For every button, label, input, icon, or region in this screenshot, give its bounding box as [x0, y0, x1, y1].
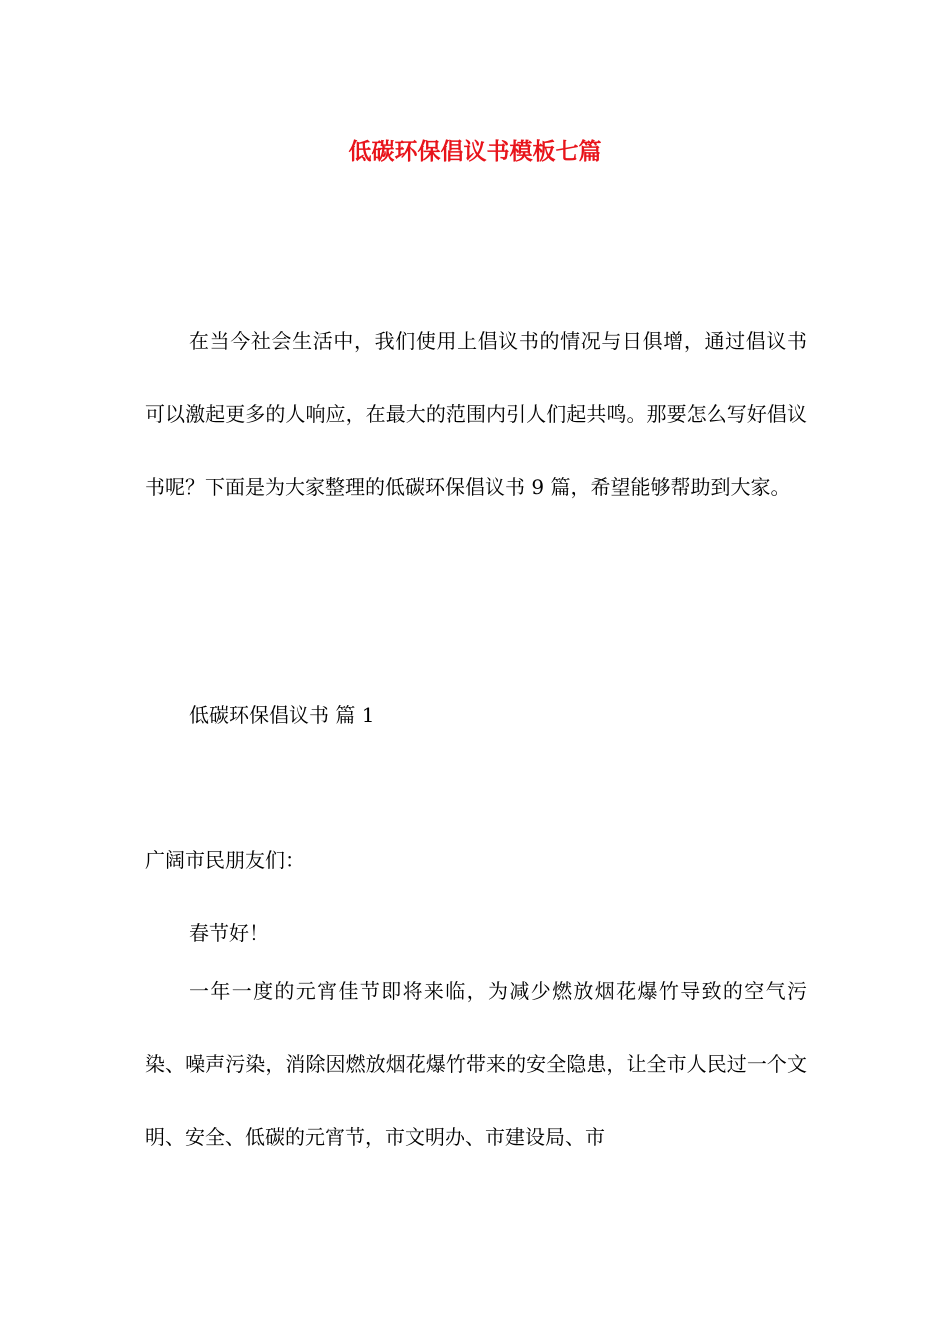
salutation: 广阔市民朋友们： — [145, 848, 305, 872]
greeting: 春节好！ — [189, 921, 269, 945]
intro-paragraph: 在当今社会生活中，我们使用上倡议书的情况与日俱增，通过倡议书可以激起更多的人响应，在最大的范围内引人们起共鸣。那要怎么写好倡议书呢？下面是为大家整理的低碳环保倡议书 9 篇，希望能够帮助到大家。 — [145, 329, 807, 499]
section-heading: 低碳环保倡议书 篇 1 — [189, 703, 375, 727]
body-paragraph: 一年一度的元宵佳节即将来临，为减少燃放烟花爆竹导致的空气污染、噪声污染，消除因燃放烟花爆竹带来的安全隐患，让全市人民过一个文明、安全、低碳的元宵节，市文明办、市建设局、市 — [145, 979, 807, 1149]
document-title: 低碳环保倡议书模板七篇 — [348, 138, 602, 165]
